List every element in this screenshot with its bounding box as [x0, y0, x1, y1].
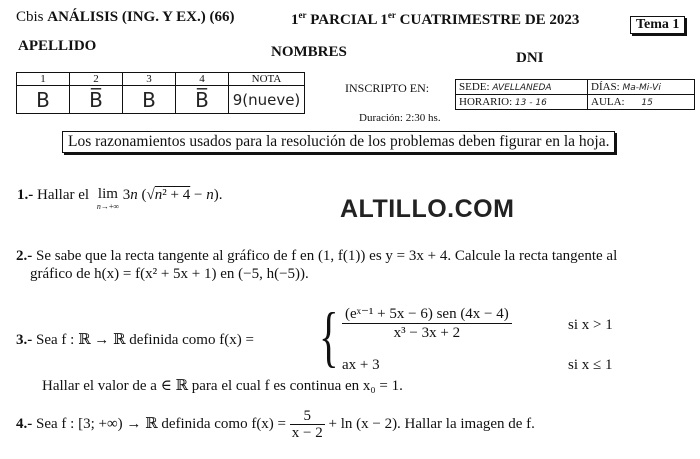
instructions-notice: Los razonamientos usados para la resolución de los problemas deben figurar en la hoja. [62, 131, 615, 153]
problem-1-number: 1.- [17, 187, 34, 203]
problem-4-numerator: 5 [290, 408, 325, 425]
aula-value: 15 [641, 98, 653, 108]
limit-expression: lim n→+∞ 3n (√n² + 4 − n). [96, 186, 223, 211]
grade-header-1: 1 [17, 73, 70, 86]
grade-value-1: B [17, 86, 70, 114]
course-title [16, 9, 235, 26]
problem-2-number: 2.- [16, 248, 33, 264]
case-1-fraction [342, 305, 512, 342]
problem-3-number: 3.- [16, 332, 33, 348]
problem-3-question: Hallar el valor de a ∈ ℝ para el cual f es continua en x₀ = 1. [42, 378, 403, 394]
problem-4-rest: + ln (x − 2). Hallar la imagen de f. [328, 415, 535, 432]
horario-label: HORARIO: [459, 96, 513, 108]
tema-badge: Tema 1 [630, 16, 685, 34]
enrollment-table [455, 79, 695, 110]
exam-title: 1er PARCIAL 1er CUATRIMESTRE DE 2023 [291, 10, 580, 28]
problem-2 [16, 247, 617, 283]
problem-2-line-2: gráfico de h(x) = f(x² + 5x + 1) en (−5, h(−5)). [30, 266, 309, 282]
grade-value-3: B [123, 86, 176, 114]
grade-header-2: 2 [70, 73, 123, 86]
grade-header-3: 3 [123, 73, 176, 86]
dias-label: DÍAS: [591, 81, 620, 93]
apellido-label: APELLIDO [18, 38, 97, 54]
aula-label: AULA: [591, 96, 625, 108]
horario-value: 13 - 16 [514, 98, 547, 108]
case-1-denominator: x³ − 3x + 2 [393, 325, 461, 341]
problem-4-definition: Sea f : [3; +∞) → ℝ definida como f(x) = [36, 415, 287, 432]
case-1-condition: si x > 1 [568, 317, 613, 333]
piecewise-brace: { [319, 298, 339, 374]
grade-value-2: B̅ [70, 86, 123, 114]
problem-4-denominator: x − 2 [291, 425, 323, 441]
grade-value-4: B̅ [176, 86, 229, 114]
problem-4-fraction [290, 408, 325, 441]
sede-value: AVELLANEDA [492, 83, 552, 93]
problem-2-line-1: Se sabe que la recta tangente al gráfico de f en (1, f(1)) es y = 3x + 4. Calcule la recta tangente al [36, 248, 618, 264]
sede-label: SEDE: [459, 81, 490, 93]
case-2-expression: ax + 3 [342, 357, 380, 373]
problem-3-intro [16, 330, 254, 349]
grades-table [16, 72, 305, 114]
dni-label: DNI [516, 50, 544, 66]
grade-value-nota: 9(nueve) [229, 86, 305, 114]
inscripto-label: INSCRIPTO EN: [345, 81, 430, 95]
grade-header-4: 4 [176, 73, 229, 86]
course-prefix: Cbis [16, 9, 44, 25]
case-1-numerator: (eˣ⁻¹ + 5x − 6) sen (4x − 4) [342, 305, 512, 324]
case-2-condition: si x ≤ 1 [568, 357, 613, 373]
problem-3-definition: Sea f : ℝ → ℝ definida como f(x) = [36, 332, 254, 348]
grade-header-nota: NOTA [229, 73, 305, 86]
altillo-watermark: ALTILLO.COM [340, 195, 515, 223]
problem-1 [17, 187, 222, 211]
problem-4-number: 4.- [16, 415, 33, 432]
course-name: ANÁLISIS (ING. Y EX.) (66) [47, 9, 235, 25]
nombres-label: NOMBRES [271, 44, 347, 60]
problem-4 [16, 408, 535, 441]
problem-1-text: Hallar el [37, 187, 90, 203]
dias-value: Ma-Mi-Vi [622, 83, 661, 93]
duracion-label: Duración: 2:30 hs. [359, 112, 441, 124]
